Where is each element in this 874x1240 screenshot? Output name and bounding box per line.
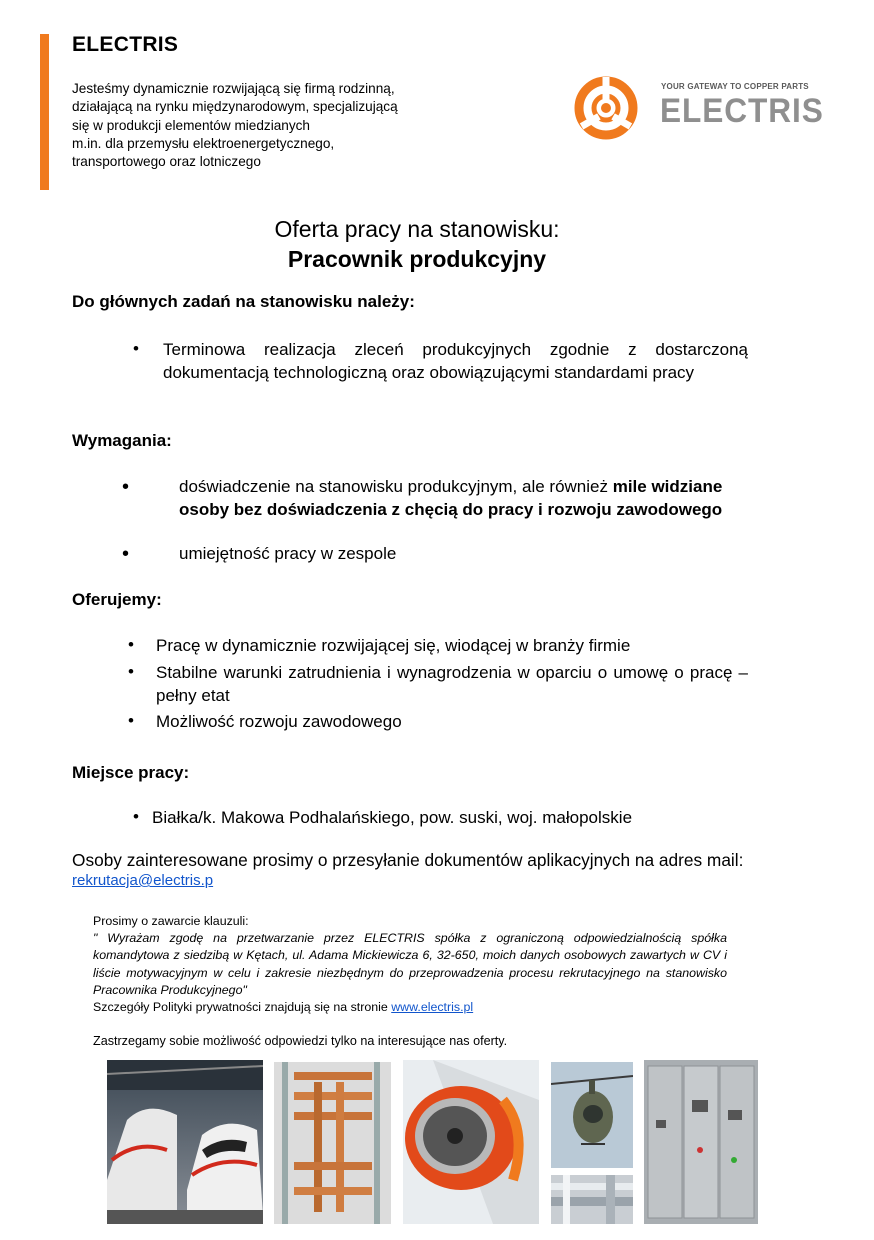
offer-item: Możliwość rozwoju zawodowego (156, 712, 402, 731)
logo-tagline: YOUR GATEWAY TO COPPER PARTS (661, 82, 809, 91)
requirement-emphasis: mile widziane osoby bez doświadczenia z chęcią do pracy i rozwoju zawodowego (179, 477, 723, 519)
intro-line: działającą na rynku międzynarodowym, specjalizującą (72, 99, 398, 115)
intro-line: się w produkcji elementów miedzianych (72, 117, 310, 133)
logo-wordmark: ELECTRIS (660, 92, 824, 130)
company-name: ELECTRIS (72, 33, 179, 56)
electris-logo (572, 72, 824, 142)
position-title: Pracownik produkcyjny (287, 246, 547, 272)
requirement-text: doświadczenie na stanowisku produkcyjnym, ale również (179, 477, 613, 496)
bullet-icon: • (122, 543, 130, 565)
privacy-text: Szczegóły Polityki prywatności znajdują się na stronie (93, 1000, 392, 1015)
consent-clause (93, 913, 727, 1016)
task-item: Terminowa realizacja zleceń produkcyjnych zgodnie z dostarczoną dokumentacją technologiczną oraz obowiązującymi standardami pracy (163, 340, 748, 382)
logo-emblem-icon (572, 74, 640, 142)
reservation-note: Zastrzegamy sobie możliwość odpowiedzi tylko na interesujące nas oferty. (93, 1034, 508, 1048)
clause-text: " Wyrażam zgodę na przetwarzanie przez ELECTRIS spółka z ograniczoną odpowiedzialnością spółka komandytowa z siedzibą w Kętach, ul. Adama Mickiewicza 6, 32-650, moich danych osobowych zawartych w CV i liście motywacyjnym w celu i zakresie niezbędnym do przeprowadzenia procesu rekrutacyjnego na stanowisko Pracownika Produkcyjnego" (93, 931, 727, 997)
requirement-item: umiejętność pracy w zespole (179, 544, 397, 563)
tasks-heading: Do głównych zadań na stanowisku należy: (72, 292, 415, 311)
industrial-pipes-photo (551, 1175, 633, 1224)
bullet-icon: • (133, 339, 139, 358)
location-heading: Miejsce pracy: (72, 763, 190, 782)
company-intro (72, 80, 492, 171)
requirement-item (179, 476, 749, 521)
bullet-icon: • (133, 807, 139, 826)
bullet-icon: • (128, 711, 134, 730)
bullet-icon: • (122, 476, 130, 498)
jet-engine-photo (403, 1060, 539, 1224)
bullet-icon: • (128, 662, 134, 681)
train-photo (107, 1060, 263, 1224)
intro-line: m.in. dla przemysłu elektroenergetycznego, (72, 135, 335, 151)
requirements-heading: Wymagania: (72, 431, 172, 450)
privacy-link[interactable]: www.electris.pl (391, 1000, 474, 1015)
switchgear-photo (644, 1060, 758, 1224)
accent-bar (40, 34, 49, 190)
offer-title: Oferta pracy na stanowisku: (274, 216, 560, 242)
bullet-icon: • (128, 635, 134, 654)
privacy-line (93, 999, 727, 1016)
clause-intro: Prosimy o zawarcie klauzuli: (93, 914, 249, 928)
contact-text: Osoby zainteresowane prosimy o przesyłanie dokumentów aplikacyjnych na adres mail: (72, 850, 744, 870)
intro-line: transportowego oraz lotniczego (72, 154, 261, 170)
location-item: Białka/k. Makowa Podhalańskiego, pow. suski, woj. małopolskie (152, 808, 633, 827)
intro-line: Jesteśmy dynamicznie rozwijającą się firmą rodzinną, (72, 81, 395, 96)
offer-item: Pracę w dynamicznie rozwijającej się, wiodącej w branży firmie (156, 636, 631, 655)
offer-item: Stabilne warunki zatrudnienia i wynagrodzenia w oparciu o umowę o pracę – pełny etat (156, 663, 748, 705)
copper-busbar-photo (274, 1062, 391, 1224)
helicopter-photo (551, 1062, 633, 1168)
email-link[interactable]: rekrutacja@electris.p (72, 872, 214, 889)
offers-heading: Oferujemy: (72, 590, 162, 609)
